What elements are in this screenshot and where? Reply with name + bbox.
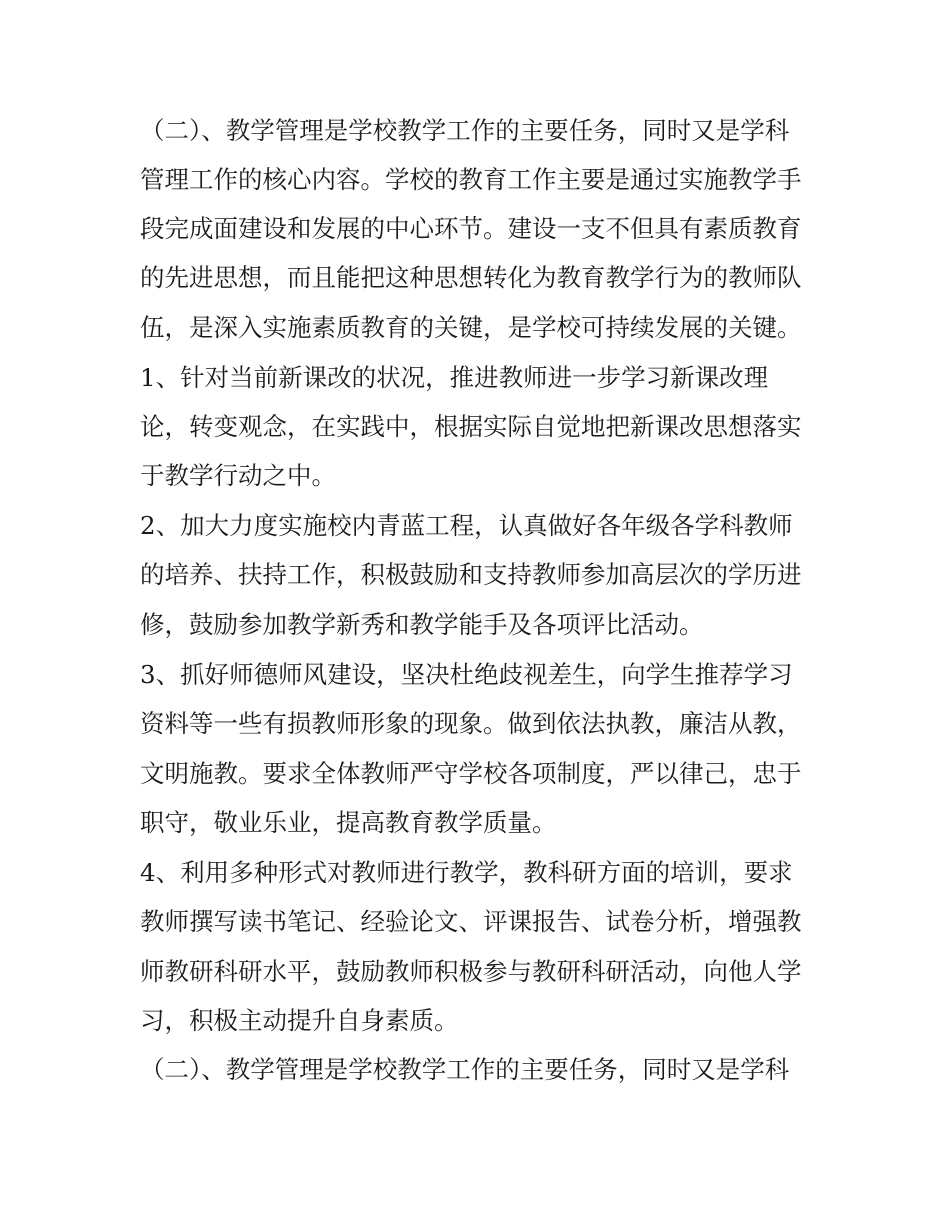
text-line: 资料等一些有损教师形象的现象。做到依法执教，廉洁从教， (140, 709, 802, 738)
text-line: 修，鼓励参加教学新秀和教学能手及各项评比活动。 (140, 610, 704, 639)
text-line: 师教研科研水平，鼓励教师积极参与教研科研活动，向他人学 (140, 957, 802, 986)
text-line: 的先进思想，而且能把这种思想转化为教育教学行为的教师队 (140, 263, 802, 292)
text-line: （二）、教学管理是学校教学工作的主要任务，同时又是学科 (140, 116, 790, 145)
text-line: 论，转变观念，在实践中，根据实际自觉地把新课改思想落实 (140, 412, 802, 441)
text-line: 文明施教。要求全体教师严守学校各项制度，严以律己，忠于 (140, 759, 802, 788)
text-line: （二）、教学管理是学校教学工作的主要任务，同时又是学科 (140, 1055, 790, 1084)
text-line: 管理工作的核心内容。学校的教育工作主要是通过实施教学手 (140, 165, 802, 194)
text-line: 于教学行动之中。 (140, 461, 336, 490)
text-line: 伍，是深入实施素质教育的关键，是学校可持续发展的关键。 (140, 313, 802, 342)
text-line: 4、利用多种形式对教师进行教学，教科研方面的培训，要求 (140, 858, 793, 887)
text-line: 的培养、扶持工作，积极鼓励和支持教师参加高层次的学历进 (140, 560, 802, 589)
text-line: 职守，敬业乐业，提高教育教学质量。 (140, 808, 557, 837)
text-line: 3、抓好师德师风建设，坚决杜绝歧视差生，向学生推荐学习 (140, 660, 793, 689)
text-line: 2、加大力度实施校内青蓝工程，认真做好各年级各学科教师 (140, 511, 793, 540)
text-line: 1、针对当前新课改的状况，推进教师进一步学习新课改理 (140, 363, 769, 392)
text-line: 教师撰写读书笔记、经验论文、评课报告、试卷分析，增强教 (140, 907, 802, 936)
text-line: 习，积极主动提升自身素质。 (140, 1006, 459, 1035)
text-line: 段完成面建设和发展的中心环节。建设一支不但具有素质教育 (140, 214, 802, 243)
